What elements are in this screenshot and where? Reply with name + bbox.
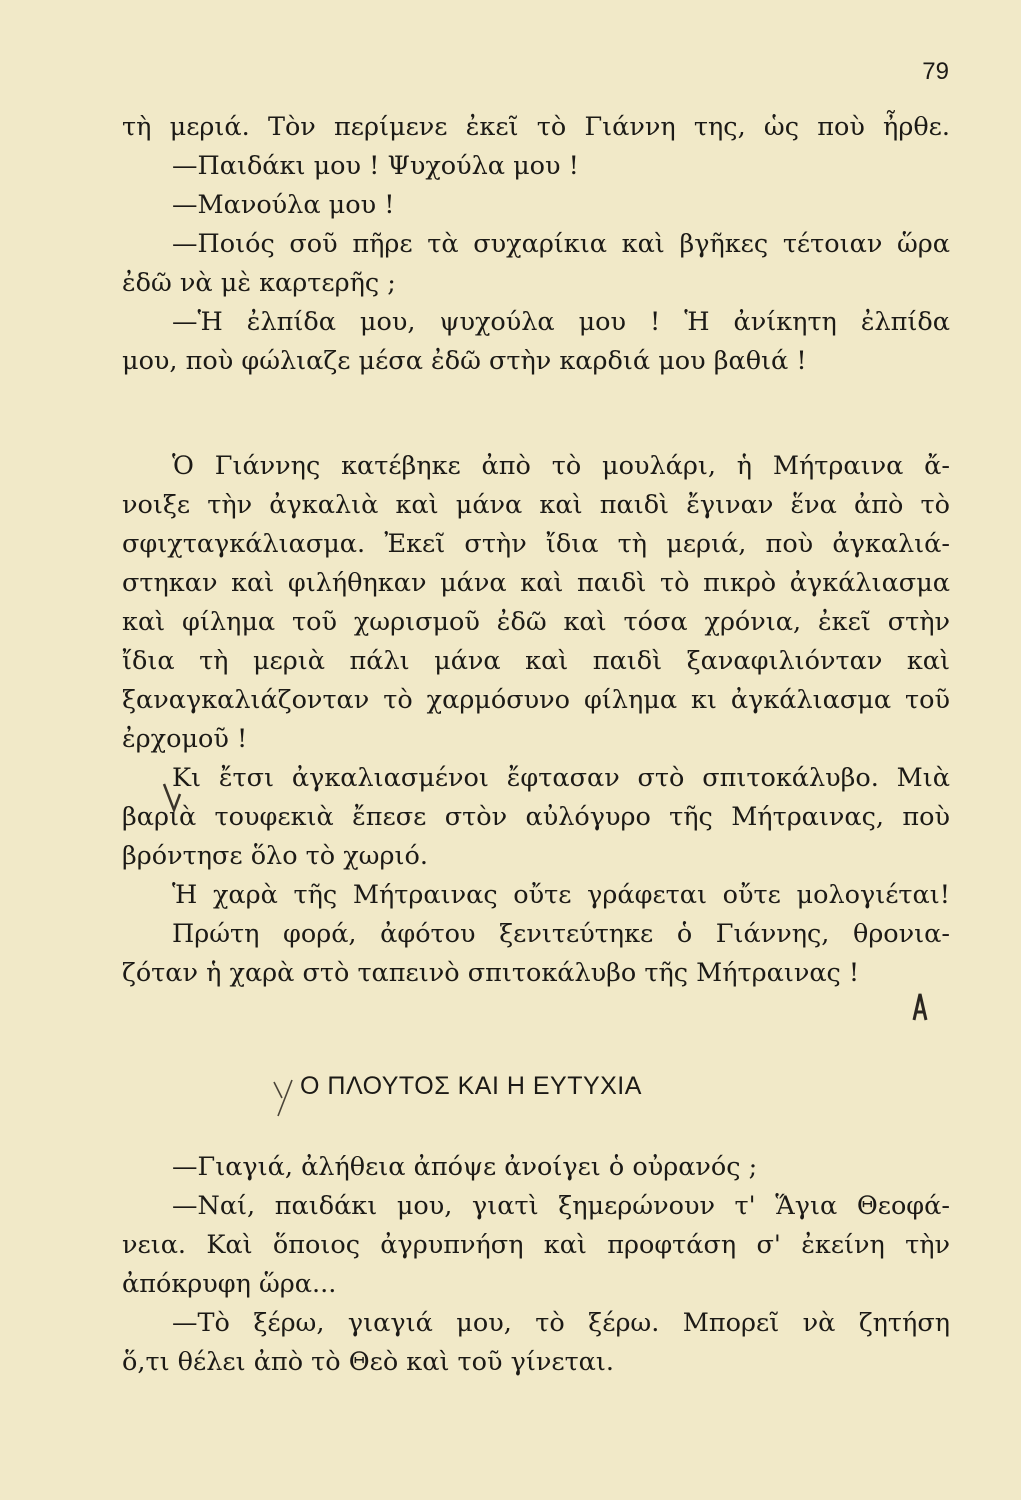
text-line: —Ποιός σοῦ πῆρε τὰ συχαρίκια καὶ βγῆκες τέτοιαν ὥρα — [172, 229, 950, 259]
text-line: ἐρχομοῦ ! — [122, 724, 248, 754]
text-line: ξαναγκαλιάζονταν τὸ χαρμόσυνο φίλημα κι ἀγκάλιασμα τοῦ — [122, 685, 950, 715]
text-line: Κι ἔτσι ἀγκαλιασμένοι ἔφτασαν στὸ σπιτοκάλυβο. Μιὰ — [172, 763, 950, 793]
text-line: νεια. Καὶ ὅποιος ἀγρυπνήση καὶ προφτάση σ' ἐκείνη τὴν — [122, 1230, 950, 1260]
text-line: ἐδῶ νὰ μὲ καρτερῆς ; — [122, 268, 396, 298]
text-line: ἀπόκρυφη ὥρα... — [122, 1269, 337, 1299]
page-number: 79 — [922, 58, 949, 85]
text-line: σφιχταγκάλιασμα. Ἐκεῖ στὴν ἴδια τὴ μεριά, ποὺ ἀγκαλιά- — [122, 529, 950, 559]
text-line: στηκαν καὶ φιλήθηκαν μάνα καὶ παιδὶ τὸ πικρὸ ἀγκάλιασμα — [122, 568, 950, 598]
text-line: Πρώτη φορά, ἀφότου ξενιτεύτηκε ὁ Γιάννης, θρονια- — [172, 919, 950, 949]
text-line: μου, ποὺ φώλιαζε μέσα ἐδῶ στὴν καρδιά μου βαθιά ! — [122, 346, 807, 376]
text-line: —Παιδάκι μου ! Ψυχούλα μου ! — [172, 151, 579, 181]
text-line: ἴδια τὴ μεριὰ πάλι μάνα καὶ παιδὶ ξαναφιλιόνταν καὶ — [122, 646, 950, 676]
text-line: βρόντησε ὅλο τὸ χωριό. — [122, 841, 428, 871]
dialogue-block — [122, 108, 950, 381]
text-line: —Μανούλα μου ! — [172, 190, 395, 220]
text-line: Ἡ χαρὰ τῆς Μήτραινας οὔτε γράφεται οὔτε μολογιέται! — [172, 880, 950, 910]
text-line: —Γιαγιά, ἀλήθεια ἀπόψε ἀνοίγει ὁ οὐρανός ; — [172, 1152, 758, 1182]
dialogue-block-2 — [122, 1148, 950, 1382]
text-line: —Ναί, παιδάκι μου, γιατὶ ξημερώνουν τ' Ἅγια Θεοφά- — [172, 1191, 950, 1221]
text-line: καὶ φίλημα τοῦ χωρισμοῦ ἐδῶ καὶ τόσα χρόνια, ἐκεῖ στὴν — [122, 607, 950, 637]
pencil-end-mark — [910, 990, 930, 1022]
text-line: βαριὰ τουφεκιὰ ἔπεσε στὸν αὐλόγυρο τῆς Μήτραινας, ποὺ — [122, 802, 950, 832]
section-heading: Ο ΠΛΟΥΤΟΣ ΚΑΙ Η ΕΥΤΥΧΙΑ — [300, 1072, 642, 1100]
text-line: —Ἡ ἐλπίδα μου, ψυχούλα μου ! Ἡ ἀνίκητη ἐλπίδα — [172, 307, 950, 337]
text-line: ζόταν ἡ χαρὰ στὸ ταπεινὸ σπιτοκάλυβο τῆς Μήτραινας ! — [122, 958, 860, 988]
pencil-bracket-mark — [162, 782, 182, 818]
text-line: Ὁ Γιάννης κατέβηκε ἀπὸ τὸ μουλάρι, ἡ Μήτραινα ἄ- — [172, 451, 950, 481]
narrative-block — [122, 447, 950, 993]
text-line: τὴ μεριά. Τὸν περίμενε ἐκεῖ τὸ Γιάννη της, ὡς ποὺ ἦρθε. — [122, 112, 950, 142]
pencil-slash-mark — [272, 1076, 296, 1120]
text-line: —Τὸ ξέρω, γιαγιά μου, τὸ ξέρω. Μπορεῖ νὰ ζητήση — [172, 1308, 950, 1338]
text-line: ὅ,τι θέλει ἀπὸ τὸ Θεὸ καὶ τοῦ γίνεται. — [122, 1347, 614, 1377]
text-line: νοιξε τὴν ἀγκαλιὰ καὶ μάνα καὶ παιδὶ ἔγιναν ἕνα ἀπὸ τὸ — [122, 490, 950, 520]
